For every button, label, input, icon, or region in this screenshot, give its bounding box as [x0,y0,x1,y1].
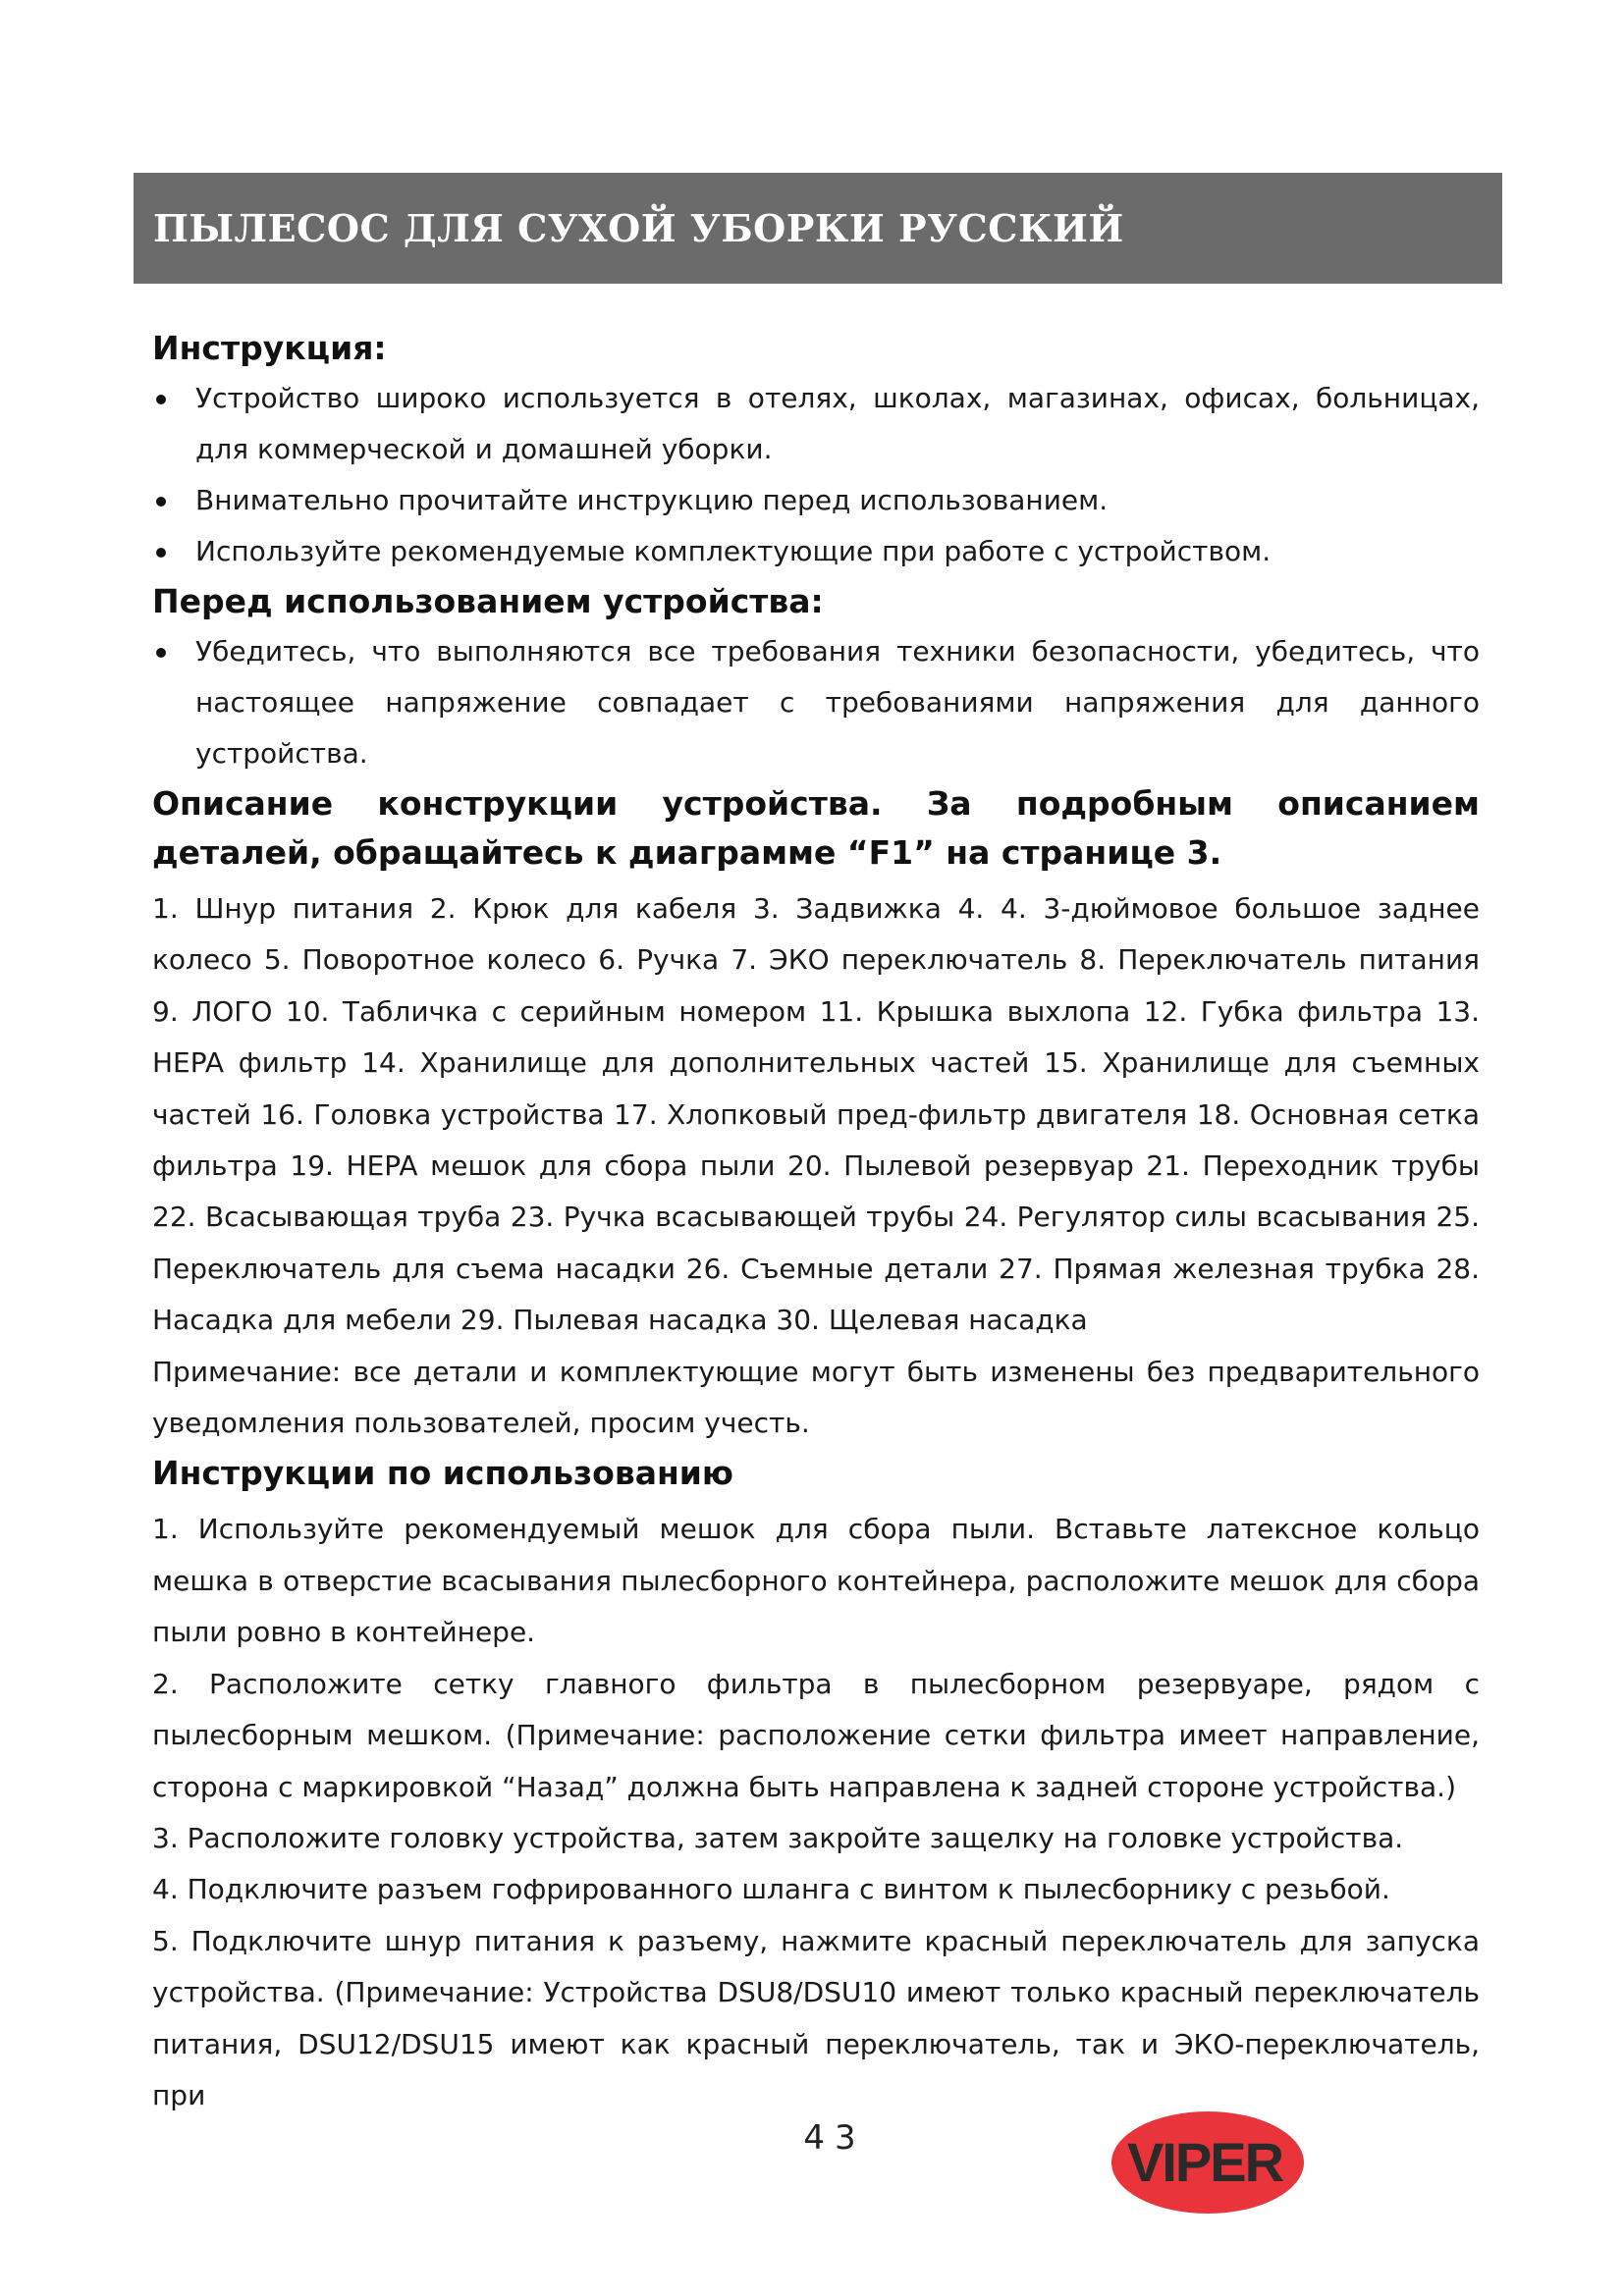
page-title: ПЫЛЕСОС ДЛЯ СУХОЙ УБОРКИ РУССКИЙ [153,206,1124,250]
construction-heading: Описание конструкции устройства. За подробным описанием деталей, обращайтесь к диаграмме “F1” на странице 3. [152,784,1480,872]
list-item: Убедитесь, что выполняются все требования техники безопасности, убедитесь, что настоящее напряжение совпадает с требованиями напряжения для данного устройства. [152,626,1480,779]
parts-list: 1. Шнур питания 2. Крюк для кабеля 3. Задвижка 4. 4. 3-дюймовое большое заднее колесо 5. Поворотное колесо 6. Ручка 7. ЭКО переключатель 8. Переключатель питания 9. ЛОГО 10. Табличка с серийным номером 11. Крышка выхлопа 12. Губка фильтра 13. HEPA фильтр 14. Хранилище для дополнительных частей 15. Хранилище для съемных частей 16. Головка устройства 17. Хлопковый пред-фильтр двигателя 18. Основная сетка фильтра 19. HEPA мешок для сбора пыли 20. Пылевой резервуар 21. Переходник трубы 22. Всасывающая труба 23. Ручка всасывающей трубы 24. Регулятор силы всасывания 25. Переключатель для съема насадки 26. Съемные детали 27. Прямая железная трубка 28. Насадка для мебели 29. Пылевая насадка 30. Щелевая насадка [152,892,1480,1337]
usage-step: 3. Расположите головку устройства, затем закройте защелку на головке устройства. [152,1821,1404,1854]
header-banner [134,173,1502,284]
bullet-icon [156,648,166,658]
bullet-icon [156,497,166,507]
instructions-list [152,373,1480,577]
list-item: Устройство широко используется в отелях, школах, магазинах, офисах, больницах, для коммерческой и домашней уборки. [152,373,1480,475]
usage-step: 4. Подключите разъем гофрированного шланга с винтом к пылесборнику с резьбой. [152,1873,1390,1906]
before-use-list [152,626,1480,779]
viper-logo [1110,2109,1384,2216]
usage-heading: Инструкции по использованию [152,1454,733,1493]
bullet-icon [156,548,166,558]
list-item: Внимательно прочитайте инструкцию перед использованием. [152,475,1480,526]
page-number: 43 [803,2118,866,2158]
parts-note: Примечание: все детали и комплектующие могут быть изменены без предварительного уведомления пользователей, просим учесть. [152,1355,1480,1440]
usage-step: 1. Используйте рекомендуемый мешок для сбора пыли. Вставьте латексное кольцо мешка в отверстие всасывания пылесборного контейнера, расположите мешок для сбора пыли ровно в контейнере. [152,1513,1480,1649]
bullet-icon [156,395,166,404]
usage-step: 5. Подключите шнур питания к разъему, нажмите красный переключатель для запуска устройства. (Примечание: Устройства DSU8/DSU10 имеют только красный переключатель питания, DSU12/DSU15 имеют как красный переключатель, так и ЭКО-переключатель, при [152,1924,1480,2111]
instructions-heading: Инструкция: [152,329,387,367]
list-item: Используйте рекомендуемые комплектующие при работе с устройством. [152,526,1480,577]
before-use-heading: Перед использованием устройства: [152,582,824,620]
usage-step: 2. Расположите сетку главного фильтра в пылесборном резервуаре, рядом с пылесборным мешком. (Примечание: расположение сетки фильтра имеет направление, сторона с маркировкой “Назад” должна быть направлена к задней стороне устройства.) [152,1667,1480,1803]
document-body [152,324,1480,2121]
logo-text: VIPER [1127,2131,1283,2193]
